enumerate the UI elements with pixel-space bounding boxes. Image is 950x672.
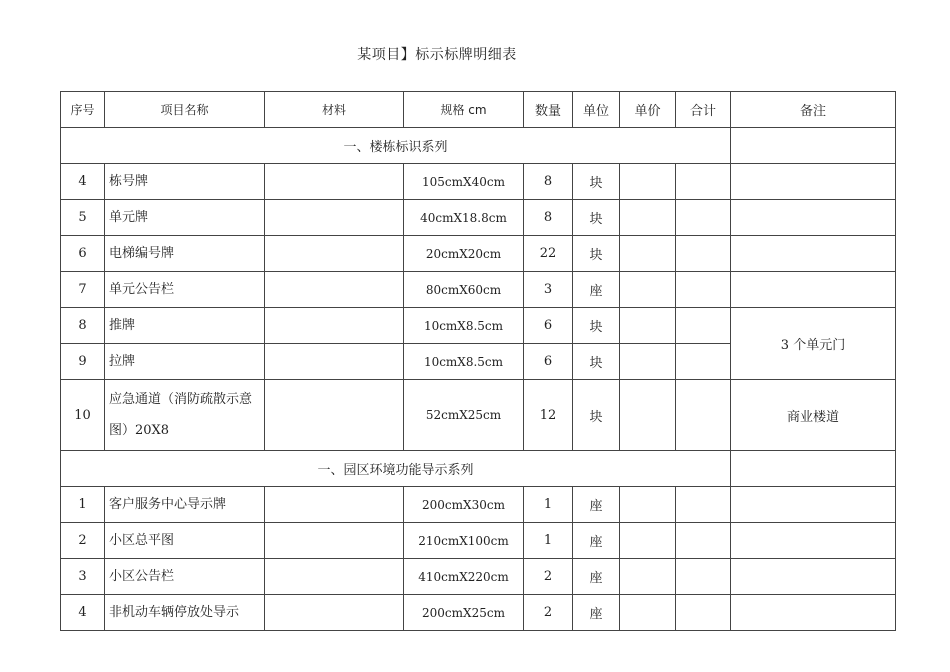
cell-name: 小区总平图 [105, 523, 265, 559]
table-row [61, 236, 896, 272]
cell-seq: 10 [61, 380, 105, 451]
cell-material [265, 200, 404, 236]
cell-material [265, 308, 404, 344]
header-spec: 规格 cm [404, 92, 524, 128]
cell-total [676, 308, 731, 344]
cell-total [676, 523, 731, 559]
cell-spec: 52cmX25cm [404, 380, 524, 451]
section-row [61, 451, 896, 487]
remark-cell [731, 487, 896, 523]
header-seq: 序号 [61, 92, 105, 128]
cell-name: 小区公告栏 [105, 559, 265, 595]
cell-qty: 12 [524, 380, 573, 451]
cell-total [676, 487, 731, 523]
cell-spec: 410cmX220cm [404, 559, 524, 595]
cell-name: 电梯编号牌 [105, 236, 265, 272]
cell-price [620, 164, 676, 200]
cell-total [676, 272, 731, 308]
cell-material [265, 595, 404, 631]
remark-cell [731, 595, 896, 631]
cell-price [620, 272, 676, 308]
cell-spec: 40cmX18.8cm [404, 200, 524, 236]
cell-seq: 8 [61, 308, 105, 344]
cell-unit: 块 [573, 308, 620, 344]
cell-material [265, 559, 404, 595]
cell-qty: 3 [524, 272, 573, 308]
cell-material [265, 380, 404, 451]
cell-spec: 80cmX60cm [404, 272, 524, 308]
cell-qty: 6 [524, 344, 573, 380]
cell-spec: 10cmX8.5cm [404, 344, 524, 380]
cell-name: 栋号牌 [105, 164, 265, 200]
cell-total [676, 380, 731, 451]
header-unit: 单位 [573, 92, 620, 128]
section-row [61, 128, 896, 164]
cell-name: 单元牌 [105, 200, 265, 236]
remark-cell [731, 559, 896, 595]
cell-price [620, 523, 676, 559]
cell-unit: 座 [573, 487, 620, 523]
cell-spec: 200cmX30cm [404, 487, 524, 523]
cell-unit: 块 [573, 164, 620, 200]
cell-price [620, 595, 676, 631]
cell-total [676, 559, 731, 595]
cell-unit: 座 [573, 523, 620, 559]
table-row [61, 308, 896, 344]
cell-spec: 210cmX100cm [404, 523, 524, 559]
table-row [61, 272, 896, 308]
header-qty: 数量 [524, 92, 573, 128]
cell-name: 拉牌 [105, 344, 265, 380]
table-row [61, 380, 896, 451]
cell-material [265, 164, 404, 200]
section-title: 一、楼栋标识系列 [61, 128, 731, 164]
remark-cell [731, 451, 896, 487]
cell-unit: 块 [573, 236, 620, 272]
cell-price [620, 200, 676, 236]
cell-total [676, 236, 731, 272]
remark-commercial: 商业楼道 [731, 380, 896, 451]
cell-unit: 块 [573, 380, 620, 451]
remark-cell [731, 200, 896, 236]
cell-unit: 座 [573, 272, 620, 308]
table-row [61, 559, 896, 595]
table-row [61, 487, 896, 523]
remark-cell [731, 128, 896, 164]
header-name: 项目名称 [105, 92, 265, 128]
header-total: 合计 [676, 92, 731, 128]
table-row [61, 523, 896, 559]
cell-name: 非机动车辆停放处导示 [105, 595, 265, 631]
cell-seq: 7 [61, 272, 105, 308]
cell-seq: 1 [61, 487, 105, 523]
cell-material [265, 344, 404, 380]
table-row [61, 200, 896, 236]
cell-name: 应急通道（消防疏散示意图）20X8 [105, 380, 265, 451]
cell-qty: 2 [524, 559, 573, 595]
cell-price [620, 380, 676, 451]
table-header-row [61, 92, 896, 128]
cell-seq: 3 [61, 559, 105, 595]
remark-cell [731, 272, 896, 308]
section-title: 一、园区环境功能导示系列 [61, 451, 731, 487]
cell-name: 推牌 [105, 308, 265, 344]
cell-seq: 4 [61, 595, 105, 631]
cell-seq: 6 [61, 236, 105, 272]
cell-unit: 块 [573, 344, 620, 380]
remark-doors: 3 个单元门 [731, 308, 896, 380]
remark-cell [731, 164, 896, 200]
cell-spec: 105cmX40cm [404, 164, 524, 200]
cell-unit: 座 [573, 559, 620, 595]
cell-seq: 2 [61, 523, 105, 559]
cell-spec: 20cmX20cm [404, 236, 524, 272]
cell-material [265, 523, 404, 559]
cell-name: 客户服务中心导示牌 [105, 487, 265, 523]
cell-material [265, 487, 404, 523]
cell-price [620, 487, 676, 523]
signage-spec-table [60, 91, 896, 631]
cell-total [676, 164, 731, 200]
remark-cell [731, 236, 896, 272]
table-row [61, 595, 896, 631]
cell-seq: 5 [61, 200, 105, 236]
cell-total [676, 200, 731, 236]
cell-spec: 10cmX8.5cm [404, 308, 524, 344]
remark-cell [731, 523, 896, 559]
cell-material [265, 272, 404, 308]
cell-qty: 8 [524, 200, 573, 236]
cell-unit: 座 [573, 595, 620, 631]
cell-qty: 8 [524, 164, 573, 200]
cell-qty: 6 [524, 308, 573, 344]
cell-qty: 1 [524, 523, 573, 559]
cell-price [620, 236, 676, 272]
document-title: 某项目】标示标牌明细表 [357, 47, 517, 63]
cell-material [265, 236, 404, 272]
cell-seq: 9 [61, 344, 105, 380]
cell-total [676, 344, 731, 380]
cell-total [676, 595, 731, 631]
table-row [61, 164, 896, 200]
header-material: 材料 [265, 92, 404, 128]
cell-spec: 200cmX25cm [404, 595, 524, 631]
cell-price [620, 308, 676, 344]
header-price: 单价 [620, 92, 676, 128]
cell-qty: 2 [524, 595, 573, 631]
cell-price [620, 559, 676, 595]
cell-qty: 1 [524, 487, 573, 523]
header-remark: 备注 [731, 92, 896, 128]
cell-price [620, 344, 676, 380]
cell-name: 单元公告栏 [105, 272, 265, 308]
cell-seq: 4 [61, 164, 105, 200]
cell-unit: 块 [573, 200, 620, 236]
cell-qty: 22 [524, 236, 573, 272]
